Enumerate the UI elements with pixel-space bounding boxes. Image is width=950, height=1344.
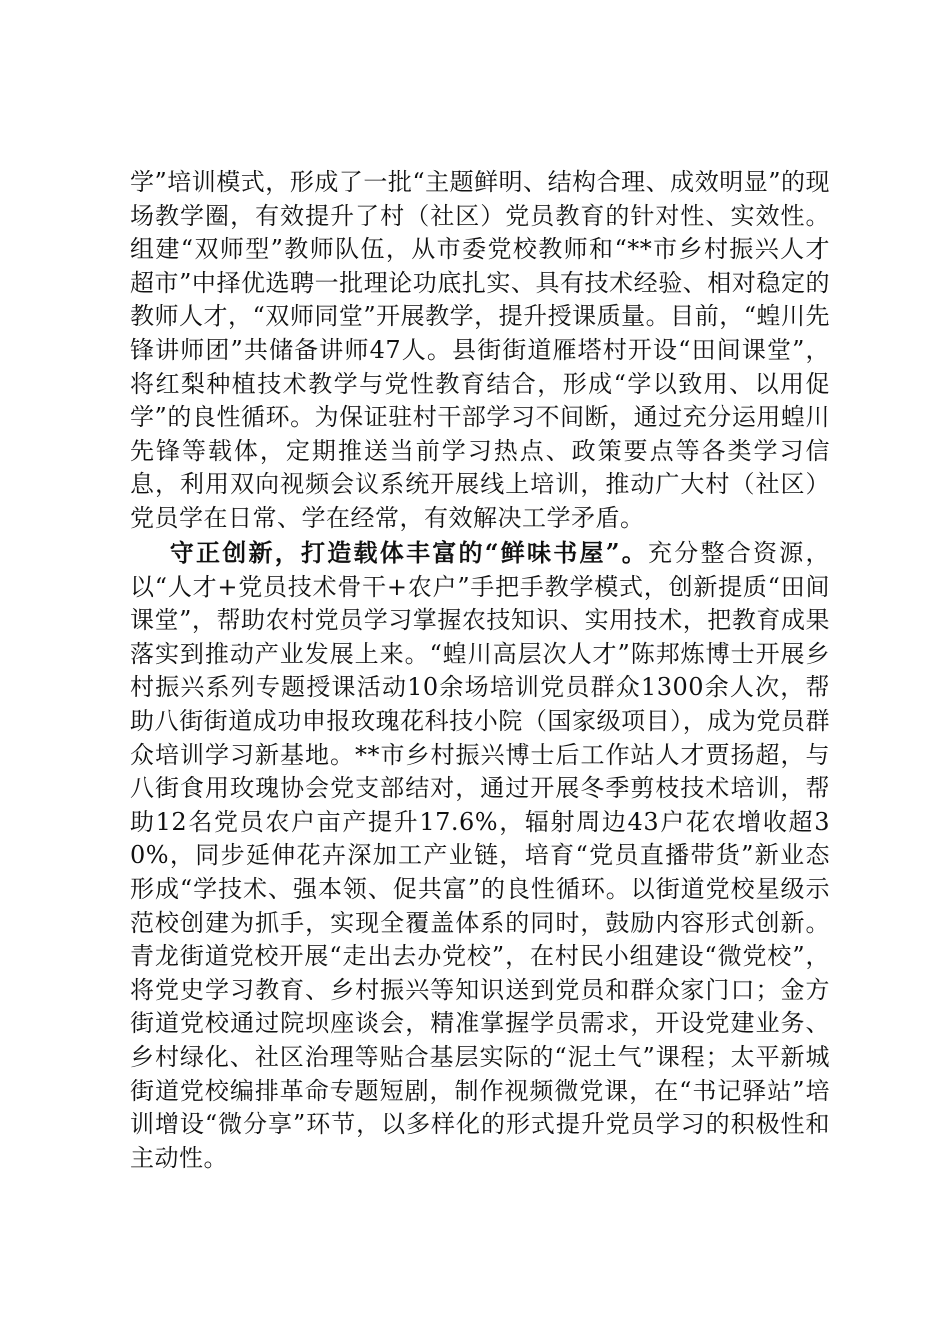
paragraph-text: 学”培训模式，形成了一批“主题鲜明、结构合理、成效明显”的现场教学圈，有效提升了村（社区）党员教育的针对性、实效性。组建“双师型”教师队伍，从市委党校教师和“**市乡村振兴人才超市”中择优选聘一批理论功底扎实、具有技术经验、相对稳定的教师人才，“双师同堂”开展教学，提升授课质量。目前，“蝗川先锋讲师团”共储备讲师47人。县街街道雁塔村开设“田间课堂”，将红梨种植技术教学与党性教育结合，形成“学以致用、以用促学”的良性循环。为保证驻村干部学习不间断，通过充分运用蝗川先锋等载体，定期推送当前学习热点、政策要点等各类学习信息，利用双向视频会议系统开展线上培训，推动广大村（社区）党员学在日常、学在经常，有效解决工学矛盾。 — [130, 168, 830, 532]
paragraph-text: 充分整合资源，以“人才+党员技术骨干+农户”手把手教学模式，创新提质“田间课堂”，帮助农村党员学习掌握农技知识、实用技术，把教育成果落实到推动产业发展上来。“蝗川高层次人才”陈邦炼博士开展乡村振兴系列专题授课活动10余场培训党员群众1300余人次，帮助八街街道成功申报玫瑰花科技小院（国家级项目），成为党员群众培训学习新基地。**市乡村振兴博士后工作站人才贾扬超，与八街食用玫瑰协会党支部结对，通过开展冬季剪枝技术培训，帮助12名党员农户亩产提升17.6%，辐射周边43户花农增收超30%，同步延伸花卉深加工产业链，培育“党员直播带货”新业态形成“学技术、强本领、促共富”的良性循环。以街道党校星级示范校创建为抓手，实现全覆盖体系的同时，鼓励内容形式创新。青龙街道党校开展“走出去办党校”，在村民小组建设“微党校”，将党史学习教育、乡村振兴等知识送到党员和群众家门口；金方街道党校通过院坝座谈会，精准掌握学员需求，开设党建业务、乡村绿化、社区治理等贴合基层实际的“泥土气”课程；太平新城街道党校编排革命专题短剧，制作视频微党课，在“书记驿站”培训增设“微分享”环节，以多样化的形式提升党员学习的积极性和主动性。 — [130, 539, 831, 1172]
paragraph-heading: 守正创新，打造载体丰富的“鲜味书屋”。 — [168, 538, 649, 567]
paragraph-training-model — [130, 166, 830, 536]
paragraph-fresh-bookhouse — [130, 536, 830, 1175]
